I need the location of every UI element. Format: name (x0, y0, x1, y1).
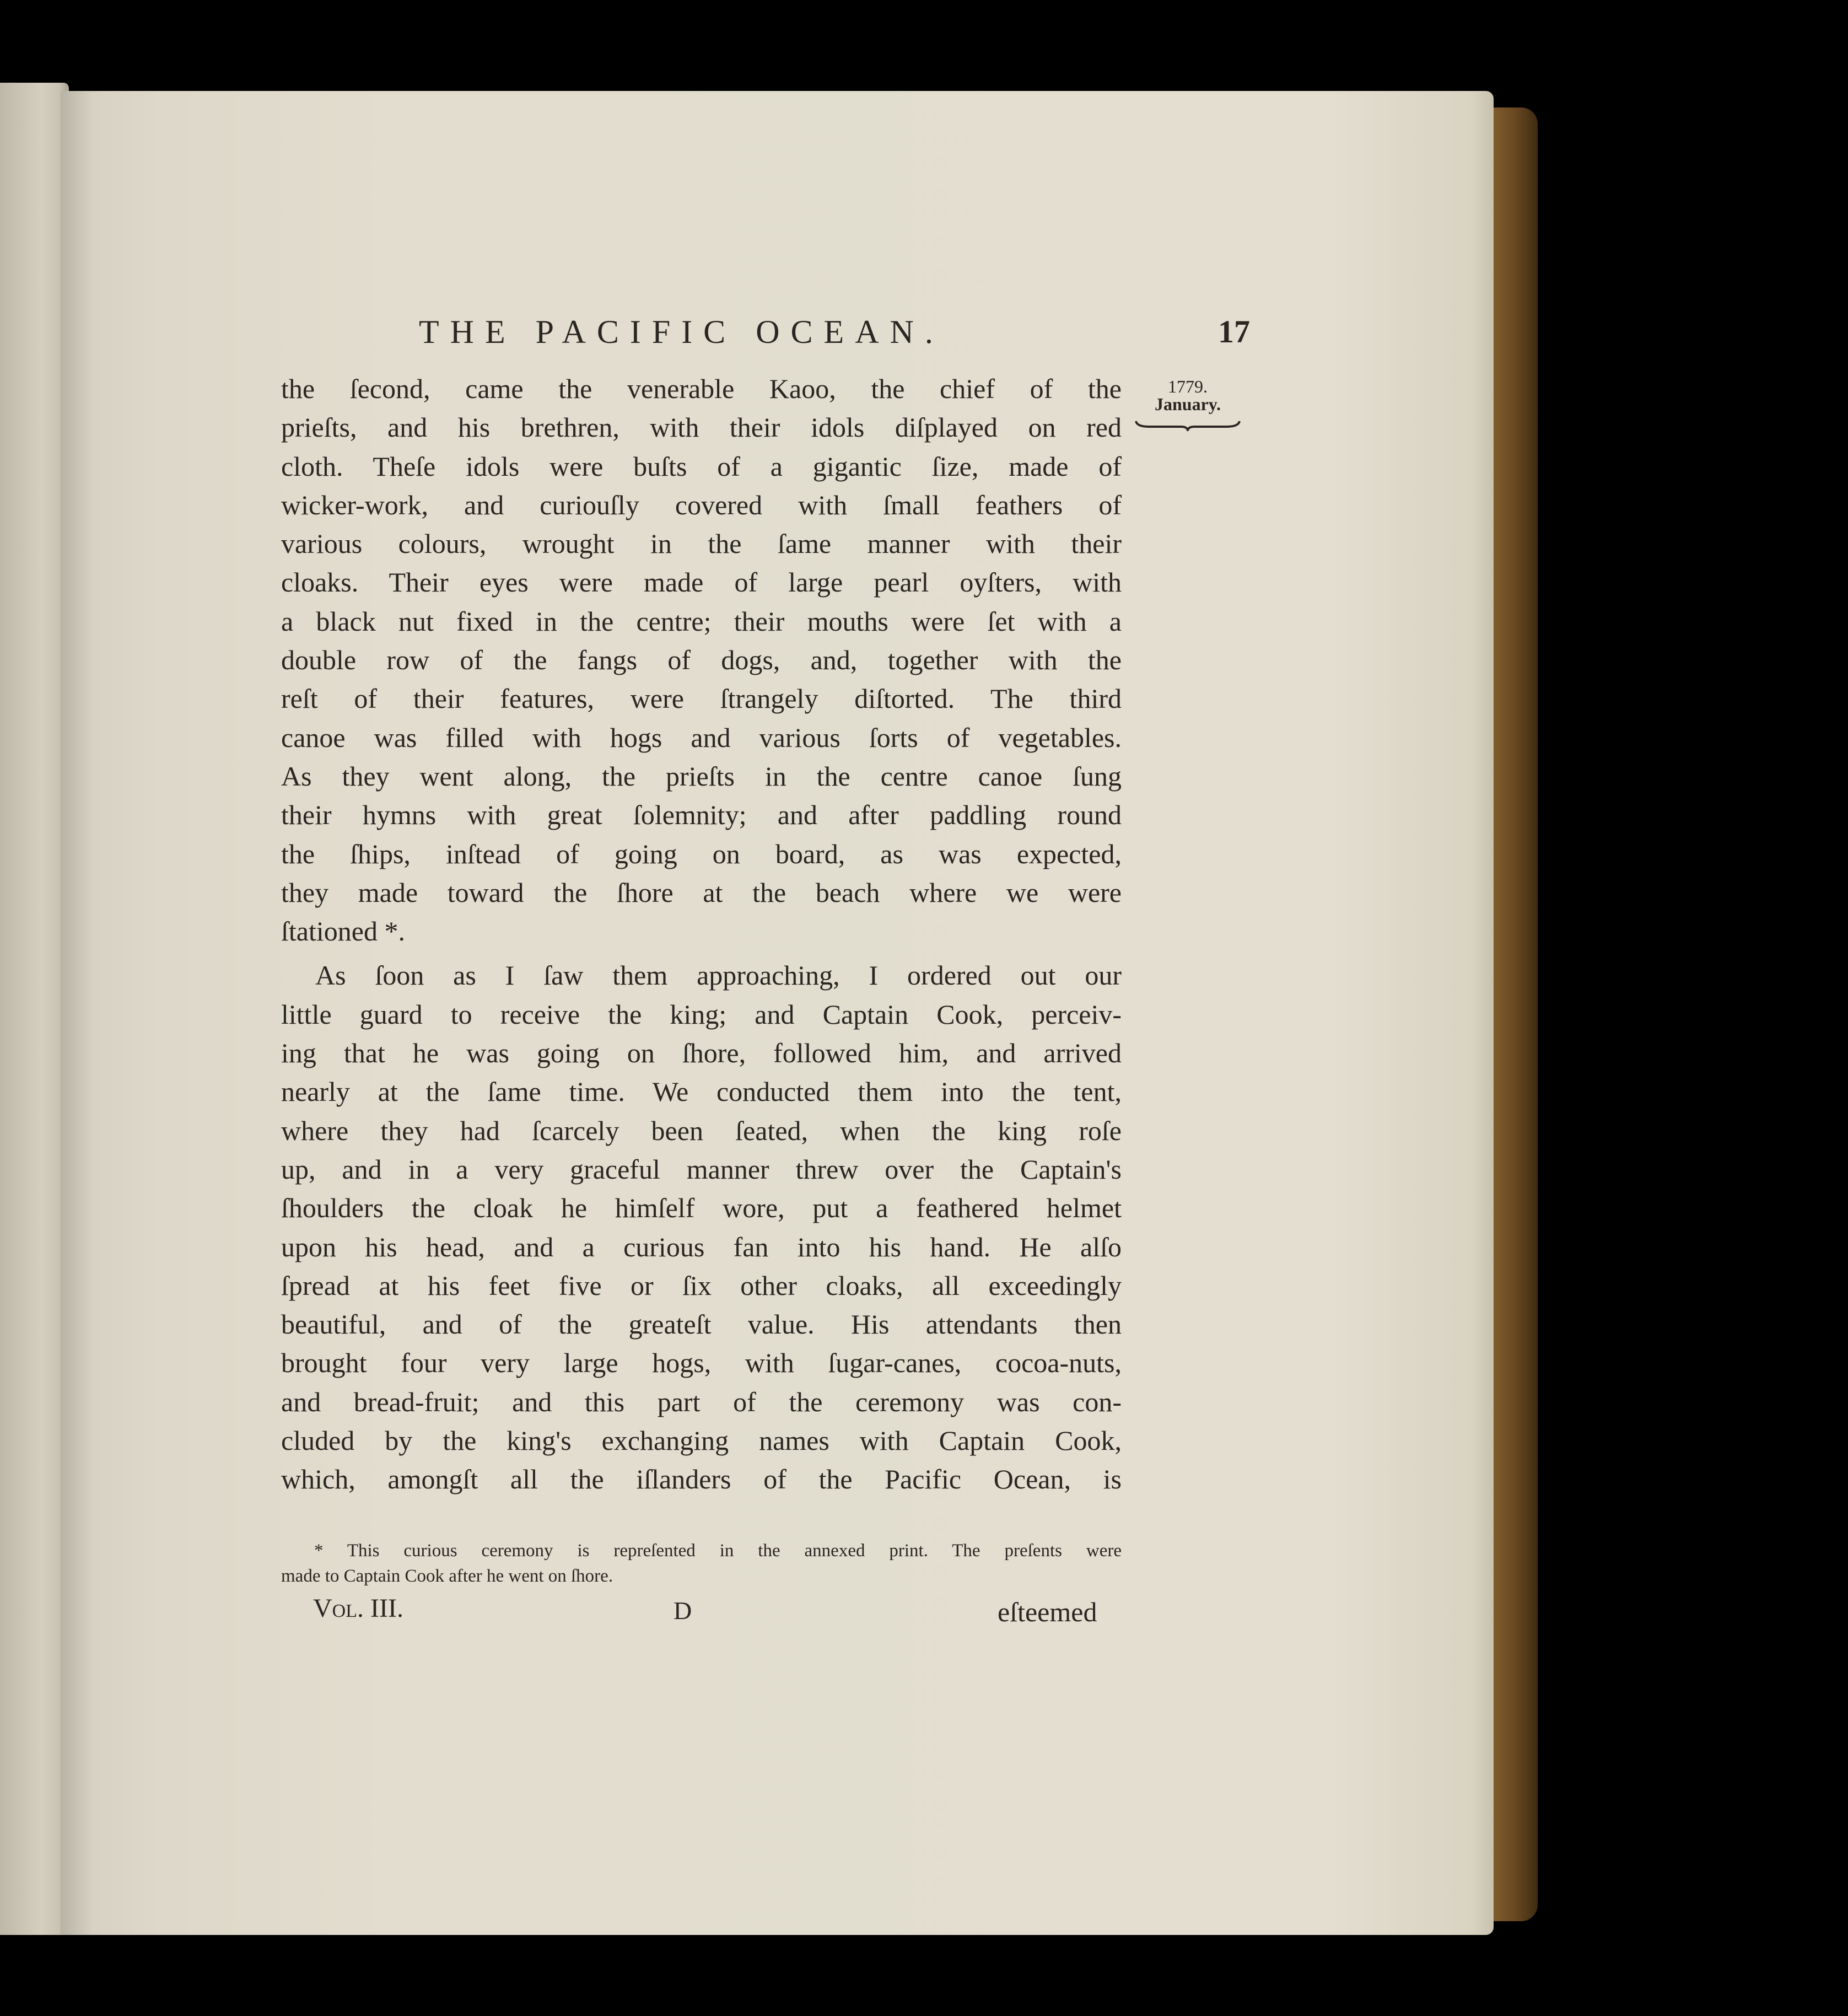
footnote-line: made to Captain Cook after he went on ſhore. (281, 1566, 613, 1586)
previous-page-edge (0, 83, 69, 1935)
text-line: a black nut fixed in the centre; their mouths were ſet with a (281, 605, 1122, 637)
volume-label: Vol. III. (313, 1594, 403, 1623)
text-line: upon his head, and a curious fan into his hand. He alſo (281, 1231, 1122, 1262)
text-line: canoe was filled with hogs and various ſorts of vegetables. (281, 722, 1122, 753)
text-line: their hymns with great ſolemnity; and after paddling round (281, 799, 1122, 831)
text-line: reſt of their features, were ſtrangely diſtorted. The third (281, 683, 1122, 714)
text-line: the ſhips, inſtead of going on board, as was expected, (281, 838, 1122, 869)
text-line: ſpread at his feet five or ſix other cloaks, all exceedingly (281, 1270, 1122, 1301)
text-line: the ſecond, came the venerable Kaoo, the chief of the (281, 373, 1122, 404)
text-line: prieſts, and his brethren, with their idols diſplayed on red (281, 412, 1122, 443)
text-line: brought four very large hogs, with ſugar-canes, cocoa-nuts, (281, 1347, 1122, 1379)
body-text (281, 369, 1122, 1499)
text-line: they made toward the ſhore at the beach where we were (281, 877, 1122, 908)
signature-mark: D (674, 1596, 692, 1625)
text-line: ſhoulders the cloak he himſelf wore, put a feathered helmet (281, 1192, 1122, 1224)
margin-brace (1133, 419, 1243, 431)
margin-note-year: 1779. (1168, 377, 1208, 396)
paragraph-gap (281, 950, 1122, 956)
text-line: where they had ſcarcely been ſeated, when the king roſe (281, 1115, 1122, 1146)
text-line: cloaks. Their eyes were made of large pearl oyſters, with (281, 567, 1122, 598)
text-line: ing that he was going on ſhore, followed him, and arrived (281, 1037, 1122, 1069)
text-line: As ſoon as I ſaw them approaching, I ordered out our (315, 960, 1122, 991)
text-line: wicker-work, and curiouſly covered with ſmall feathers of (281, 489, 1122, 520)
text-line: up, and in a very graceful manner threw over the Captain's (281, 1153, 1122, 1185)
footnote-line: * This curious ceremony is repreſented in the annexed print. The preſents were (314, 1541, 1122, 1561)
text-line: double row of the fangs of dogs, and, together with the (281, 644, 1122, 676)
paragraph (281, 956, 1122, 1498)
paragraph (281, 369, 1122, 950)
text-line: As they went along, the prieſts in the centre canoe ſung (281, 760, 1122, 792)
margin-note (1133, 378, 1243, 413)
text-line: cloth. Theſe idols were buſts of a gigantic ſize, made of (281, 450, 1122, 482)
text-line: little guard to receive the king; and Captain Cook, perceiv- (281, 998, 1122, 1030)
text-line: and bread-fruit; and this part of the ceremony was con- (281, 1386, 1122, 1417)
text-line: nearly at the ſame time. We conducted them into the tent, (281, 1076, 1122, 1108)
text-line: beautiful, and of the greateſt value. His attendants then (281, 1309, 1122, 1340)
text-line: cluded by the king's exchanging names with Captain Cook, (281, 1425, 1122, 1456)
running-head: THE PACIFIC OCEAN. (419, 314, 944, 350)
page-number: 17 (1218, 314, 1250, 350)
margin-note-month: January. (1154, 394, 1221, 414)
footnote (281, 1538, 1122, 1589)
text-line: which, amongſt all the iſlanders of the Pacific Ocean, is (281, 1464, 1122, 1495)
text-line: ſtationed *. (281, 916, 405, 947)
text-line: various colours, wrought in the ſame manner with their (281, 528, 1122, 560)
catchword: eſteemed (998, 1596, 1097, 1627)
